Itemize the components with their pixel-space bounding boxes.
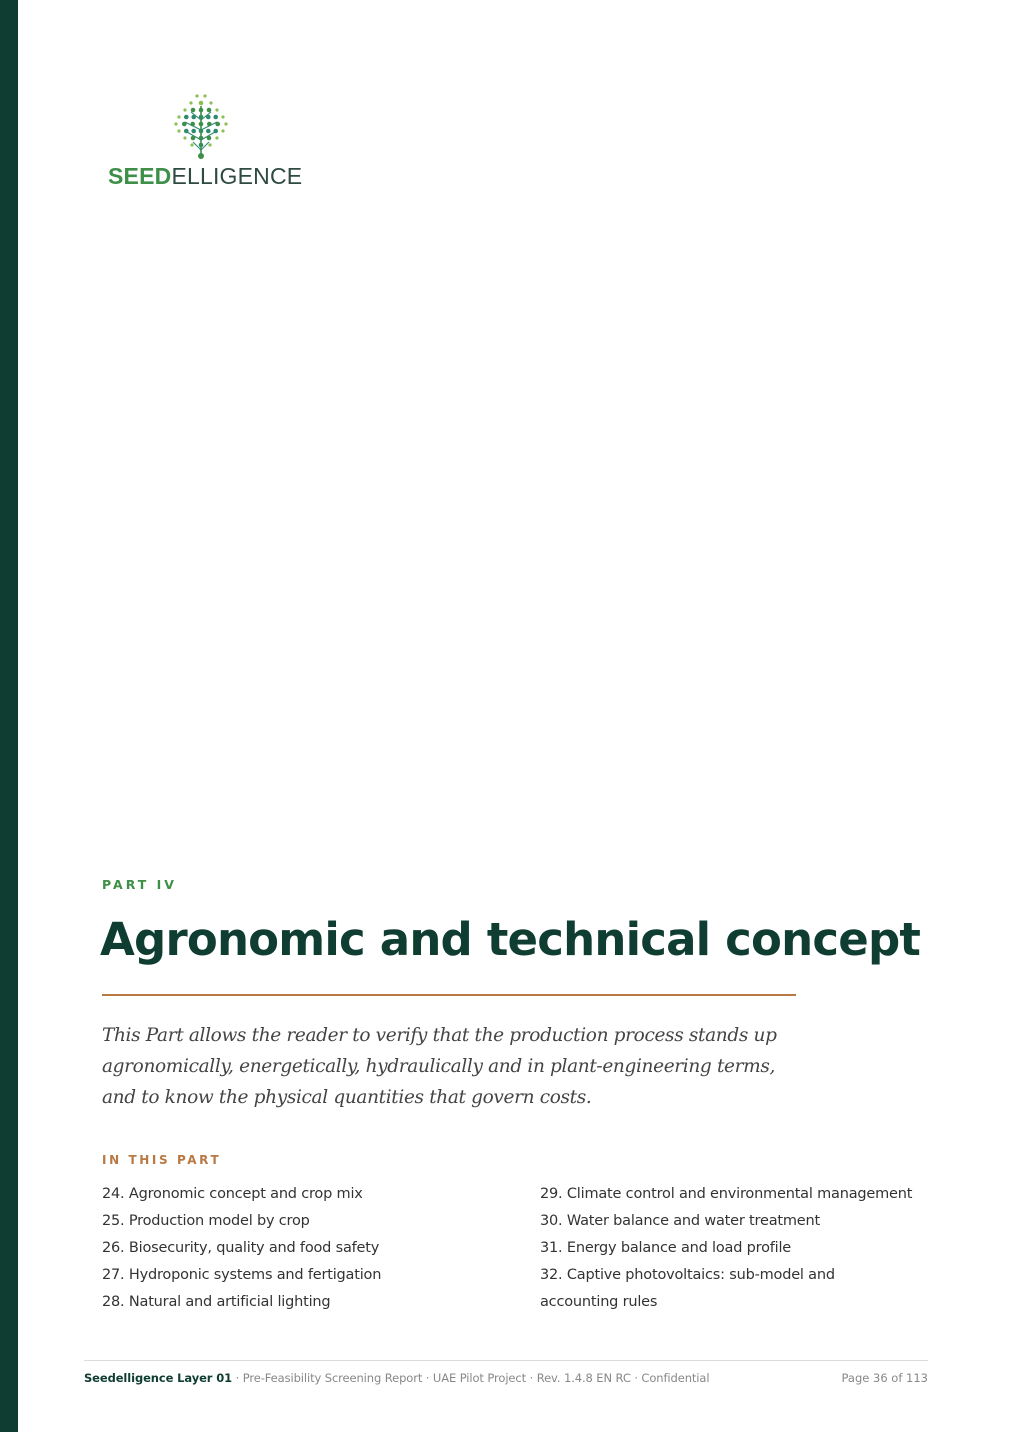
logo-dot xyxy=(183,108,186,111)
toc-item[interactable]: 28. Natural and artificial lighting xyxy=(102,1294,331,1310)
intro-line: agronomically, energetically, hydraulically and in plant-engineering terms, xyxy=(102,1056,776,1077)
footer-brand: Seedelligence Layer 01 xyxy=(84,1371,233,1385)
intro-line: and to know the physical quantities that govern costs. xyxy=(102,1087,592,1108)
toc-heading: IN THIS PART xyxy=(102,1153,222,1167)
footer-document-info xyxy=(84,1371,709,1385)
toc-right-column xyxy=(540,1181,940,1316)
logo-dot xyxy=(215,136,218,139)
logo-word-rest: ELLIGENCE xyxy=(171,163,303,189)
part-label: PART IV xyxy=(102,877,177,892)
page-number: Page 36 of 113 xyxy=(841,1371,928,1385)
page-title: Agronomic and technical concept xyxy=(100,913,921,966)
logo-dot xyxy=(213,115,218,120)
logo-root-dot xyxy=(198,153,204,159)
toc-item[interactable]: 32. Captive photovoltaics: sub-model and accounting rules xyxy=(540,1267,835,1310)
toc-item[interactable]: 25. Production model by crop xyxy=(102,1213,310,1229)
logo-dot xyxy=(189,101,192,104)
toc-item[interactable]: 29. Climate control and environmental management xyxy=(540,1186,913,1202)
logo-dot xyxy=(206,129,211,134)
intro-paragraph xyxy=(102,1020,802,1113)
logo-dot xyxy=(203,94,206,97)
logo-dot xyxy=(199,101,204,106)
logo-dot xyxy=(174,122,177,125)
logo-dot xyxy=(177,129,180,132)
logo-dot xyxy=(208,143,211,146)
toc-item[interactable]: 27. Hydroponic systems and fertigation xyxy=(102,1267,382,1283)
toc-left-column xyxy=(102,1181,522,1316)
logo-dot xyxy=(191,129,196,134)
title-divider xyxy=(102,994,796,996)
logo xyxy=(106,92,306,192)
logo-dot xyxy=(221,129,224,132)
logo-word-bold: SEED xyxy=(108,163,172,189)
logo-dot xyxy=(184,115,189,120)
toc-item[interactable]: 24. Agronomic concept and crop mix xyxy=(102,1186,363,1202)
toc-item[interactable]: 31. Energy balance and load profile xyxy=(540,1240,792,1256)
side-accent-bar xyxy=(0,0,18,1432)
logo-dot xyxy=(183,136,186,139)
logo-dot xyxy=(221,115,224,118)
logo-dot xyxy=(224,122,227,125)
logo-dot xyxy=(215,108,218,111)
logo-dot xyxy=(209,101,212,104)
logo-dot xyxy=(195,94,198,97)
tree-dots-icon xyxy=(168,92,234,162)
logo-dot xyxy=(177,115,180,118)
toc-item[interactable]: 30. Water balance and water treatment xyxy=(540,1213,820,1229)
logo-dot xyxy=(190,143,193,146)
toc-item[interactable]: 26. Biosecurity, quality and food safety xyxy=(102,1240,380,1256)
footer-divider xyxy=(84,1360,928,1361)
logo-wordmark xyxy=(108,162,302,190)
intro-line: This Part allows the reader to verify that the production process stands up xyxy=(102,1025,777,1046)
footer-meta: · Pre-Feasibility Screening Report · UAE Pilot Project · Rev. 1.4.8 EN RC · Confidential xyxy=(232,1371,710,1385)
